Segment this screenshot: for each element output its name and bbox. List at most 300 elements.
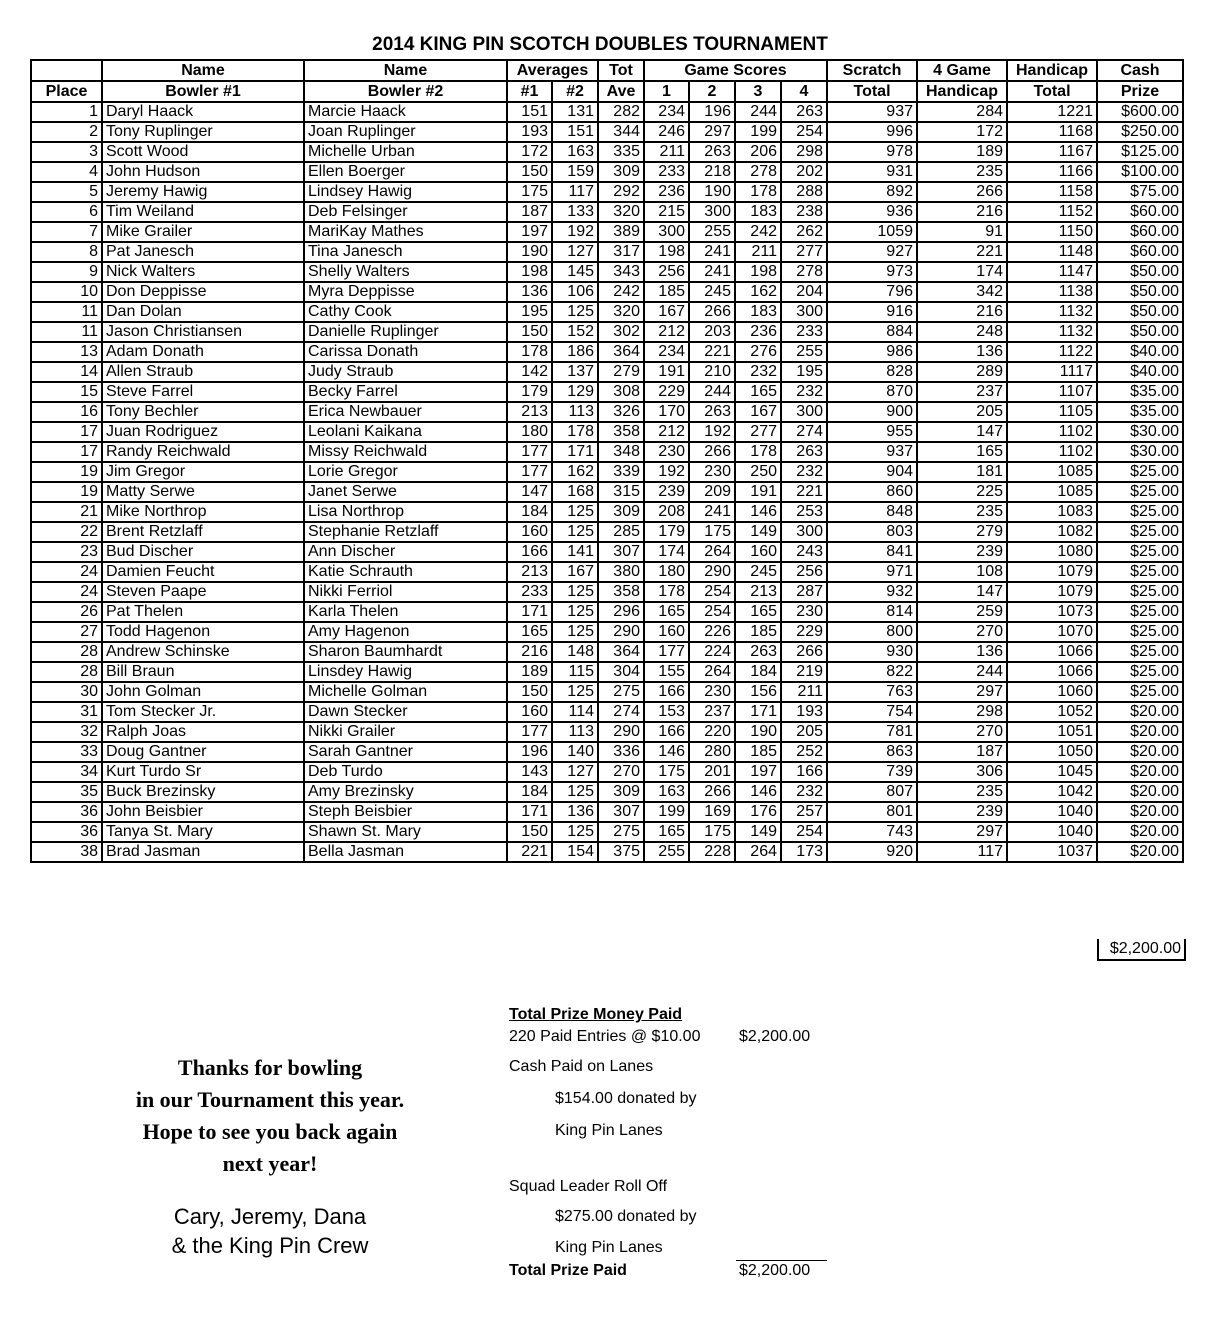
table-cell: Todd Hagenon bbox=[102, 622, 304, 642]
table-cell: 199 bbox=[644, 802, 689, 822]
table-cell: 259 bbox=[917, 602, 1007, 622]
table-cell: Ann Discher bbox=[304, 542, 507, 562]
table-cell: 181 bbox=[917, 462, 1007, 482]
table-cell: $60.00 bbox=[1097, 242, 1183, 262]
table-cell: 165 bbox=[507, 622, 552, 642]
table-cell: 191 bbox=[735, 482, 781, 502]
table-cell: 167 bbox=[552, 562, 598, 582]
table-cell: 162 bbox=[552, 462, 598, 482]
table-cell: $600.00 bbox=[1097, 102, 1183, 122]
table-row bbox=[31, 422, 1183, 442]
table-cell: 279 bbox=[917, 522, 1007, 542]
table-cell: Nikki Grailer bbox=[304, 722, 507, 742]
table-cell: 263 bbox=[781, 442, 827, 462]
table-cell: 263 bbox=[689, 402, 735, 422]
table-cell: 170 bbox=[644, 402, 689, 422]
table-cell: 233 bbox=[644, 162, 689, 182]
table-cell: Michelle Golman bbox=[304, 682, 507, 702]
table-cell: 250 bbox=[735, 462, 781, 482]
header-cell: Name bbox=[304, 60, 507, 81]
table-cell: 166 bbox=[507, 542, 552, 562]
header-cell: Bowler #1 bbox=[102, 81, 304, 102]
table-cell: 298 bbox=[917, 702, 1007, 722]
table-cell: 1079 bbox=[1007, 562, 1097, 582]
table-cell: 127 bbox=[552, 762, 598, 782]
table-cell: 198 bbox=[507, 262, 552, 282]
table-cell: 195 bbox=[781, 362, 827, 382]
header-row-2 bbox=[31, 81, 1183, 102]
table-cell: Scott Wood bbox=[102, 142, 304, 162]
table-cell: 10 bbox=[31, 282, 102, 302]
table-cell: 3 bbox=[31, 142, 102, 162]
table-cell: 160 bbox=[507, 522, 552, 542]
table-cell: 320 bbox=[598, 202, 644, 222]
table-cell: 241 bbox=[689, 262, 735, 282]
table-cell: 262 bbox=[781, 222, 827, 242]
table-row bbox=[31, 362, 1183, 382]
table-cell: 335 bbox=[598, 142, 644, 162]
results-table bbox=[30, 59, 1184, 863]
table-cell: 1105 bbox=[1007, 402, 1097, 422]
table-cell: $25.00 bbox=[1097, 682, 1183, 702]
table-cell: MariKay Mathes bbox=[304, 222, 507, 242]
table-cell: 1045 bbox=[1007, 762, 1097, 782]
table-cell: $60.00 bbox=[1097, 222, 1183, 242]
table-cell: 174 bbox=[644, 542, 689, 562]
table-cell: 763 bbox=[827, 682, 917, 702]
table-cell: 179 bbox=[644, 522, 689, 542]
thanks-line: Thanks for bowling bbox=[177, 1055, 363, 1080]
table-cell: 19 bbox=[31, 482, 102, 502]
table-cell: 141 bbox=[552, 542, 598, 562]
table-cell: 225 bbox=[917, 482, 1007, 502]
table-cell: 129 bbox=[552, 382, 598, 402]
table-cell: 4 bbox=[31, 162, 102, 182]
table-cell: 163 bbox=[644, 782, 689, 802]
table-cell: 1 bbox=[31, 102, 102, 122]
table-cell: 739 bbox=[827, 762, 917, 782]
table-cell: 26 bbox=[31, 602, 102, 622]
table-cell: 189 bbox=[507, 662, 552, 682]
table-cell: Shawn St. Mary bbox=[304, 822, 507, 842]
table-cell: 239 bbox=[644, 482, 689, 502]
table-cell: 244 bbox=[689, 382, 735, 402]
table-cell: 108 bbox=[917, 562, 1007, 582]
table-cell: 230 bbox=[644, 442, 689, 462]
table-cell: 1066 bbox=[1007, 662, 1097, 682]
table-cell: Judy Straub bbox=[304, 362, 507, 382]
table-cell: 297 bbox=[689, 122, 735, 142]
table-cell: Mike Grailer bbox=[102, 222, 304, 242]
table-cell: 177 bbox=[507, 462, 552, 482]
header-cell: Averages bbox=[507, 60, 598, 81]
table-cell: 206 bbox=[735, 142, 781, 162]
table-cell: Pat Thelen bbox=[102, 602, 304, 622]
header-cell: Handicap bbox=[1007, 60, 1097, 81]
table-cell: 971 bbox=[827, 562, 917, 582]
table-cell: 266 bbox=[689, 782, 735, 802]
table-cell: 1085 bbox=[1007, 462, 1097, 482]
table-cell: 1040 bbox=[1007, 802, 1097, 822]
table-row bbox=[31, 242, 1183, 262]
table-cell: 1073 bbox=[1007, 602, 1097, 622]
table-cell: 173 bbox=[781, 842, 827, 862]
table-cell: $100.00 bbox=[1097, 162, 1183, 182]
table-cell: 211 bbox=[781, 682, 827, 702]
table-cell: 221 bbox=[507, 842, 552, 862]
table-cell: 1150 bbox=[1007, 222, 1097, 242]
table-cell: 91 bbox=[917, 222, 1007, 242]
table-cell: 150 bbox=[507, 822, 552, 842]
table-cell: 285 bbox=[598, 522, 644, 542]
table-cell: 211 bbox=[735, 242, 781, 262]
table-cell: 146 bbox=[644, 742, 689, 762]
table-cell: 153 bbox=[644, 702, 689, 722]
table-cell: 230 bbox=[689, 682, 735, 702]
table-cell: 275 bbox=[598, 682, 644, 702]
table-cell: 5 bbox=[31, 182, 102, 202]
thanks-line: in our Tournament this year. bbox=[135, 1087, 405, 1112]
table-cell: 264 bbox=[735, 842, 781, 862]
table-row bbox=[31, 222, 1183, 242]
grand-total-prize: $2,200.00 bbox=[1097, 939, 1186, 961]
table-cell: $30.00 bbox=[1097, 422, 1183, 442]
table-cell: $25.00 bbox=[1097, 562, 1183, 582]
crew-line: & the King Pin Crew bbox=[171, 1233, 369, 1258]
header-cell: 1 bbox=[644, 81, 689, 102]
table-cell: 166 bbox=[644, 682, 689, 702]
table-cell: Becky Farrel bbox=[304, 382, 507, 402]
table-cell: 209 bbox=[689, 482, 735, 502]
table-cell: 801 bbox=[827, 802, 917, 822]
table-cell: 342 bbox=[917, 282, 1007, 302]
table-cell: $20.00 bbox=[1097, 842, 1183, 862]
table-cell: 125 bbox=[552, 502, 598, 522]
table-cell: 279 bbox=[598, 362, 644, 382]
table-cell: 13 bbox=[31, 342, 102, 362]
table-cell: Tony Bechler bbox=[102, 402, 304, 422]
table-row bbox=[31, 122, 1183, 142]
table-cell: Jeremy Hawig bbox=[102, 182, 304, 202]
table-cell: 216 bbox=[917, 302, 1007, 322]
table-cell: 263 bbox=[781, 102, 827, 122]
table-cell: Pat Janesch bbox=[102, 242, 304, 262]
table-cell: 986 bbox=[827, 342, 917, 362]
table-cell: 17 bbox=[31, 442, 102, 462]
table-cell: 282 bbox=[598, 102, 644, 122]
table-cell: 137 bbox=[552, 362, 598, 382]
table-cell: 150 bbox=[507, 322, 552, 342]
table-cell: 254 bbox=[689, 602, 735, 622]
table-cell: Daryl Haack bbox=[102, 102, 304, 122]
table-cell: 160 bbox=[507, 702, 552, 722]
thanks-line: next year! bbox=[222, 1151, 318, 1176]
table-cell: 358 bbox=[598, 422, 644, 442]
table-cell: 213 bbox=[507, 402, 552, 422]
table-cell: 172 bbox=[917, 122, 1007, 142]
table-cell: 263 bbox=[689, 142, 735, 162]
header-cell: 4 bbox=[781, 81, 827, 102]
table-row bbox=[31, 302, 1183, 322]
table-cell: 186 bbox=[552, 342, 598, 362]
table-cell: Matty Serwe bbox=[102, 482, 304, 502]
table-row bbox=[31, 402, 1183, 422]
table-cell: 151 bbox=[552, 122, 598, 142]
table-cell: 221 bbox=[917, 242, 1007, 262]
table-cell: 23 bbox=[31, 542, 102, 562]
table-cell: 302 bbox=[598, 322, 644, 342]
table-cell: $40.00 bbox=[1097, 362, 1183, 382]
table-cell: 884 bbox=[827, 322, 917, 342]
table-cell: $25.00 bbox=[1097, 502, 1183, 522]
table-cell: 278 bbox=[735, 162, 781, 182]
table-cell: 1148 bbox=[1007, 242, 1097, 262]
table-cell: 193 bbox=[507, 122, 552, 142]
table-cell: Kurt Turdo Sr bbox=[102, 762, 304, 782]
table-cell: 1147 bbox=[1007, 262, 1097, 282]
table-cell: Sharon Baumhardt bbox=[304, 642, 507, 662]
table-row bbox=[31, 522, 1183, 542]
table-cell: 149 bbox=[735, 822, 781, 842]
table-cell: 196 bbox=[689, 102, 735, 122]
table-cell: 248 bbox=[917, 322, 1007, 342]
table-cell: Tom Stecker Jr. bbox=[102, 702, 304, 722]
table-cell: 242 bbox=[735, 222, 781, 242]
table-cell: 238 bbox=[781, 202, 827, 222]
table-cell: 208 bbox=[644, 502, 689, 522]
table-cell: Sarah Gantner bbox=[304, 742, 507, 762]
table-cell: 2 bbox=[31, 122, 102, 142]
table-cell: 114 bbox=[552, 702, 598, 722]
table-cell: 150 bbox=[507, 162, 552, 182]
table-cell: 1122 bbox=[1007, 342, 1097, 362]
table-cell: 213 bbox=[507, 562, 552, 582]
table-cell: 184 bbox=[507, 782, 552, 802]
table-cell: 113 bbox=[552, 722, 598, 742]
table-cell: 155 bbox=[644, 662, 689, 682]
table-cell: 36 bbox=[31, 822, 102, 842]
table-cell: 309 bbox=[598, 162, 644, 182]
table-cell: 180 bbox=[644, 562, 689, 582]
table-cell: 190 bbox=[507, 242, 552, 262]
table-cell: 113 bbox=[552, 402, 598, 422]
table-cell: 348 bbox=[598, 442, 644, 462]
table-cell: 235 bbox=[917, 502, 1007, 522]
table-cell: Jim Gregor bbox=[102, 462, 304, 482]
table-cell: 171 bbox=[552, 442, 598, 462]
table-cell: 309 bbox=[598, 502, 644, 522]
table-cell: 220 bbox=[689, 722, 735, 742]
table-cell: 848 bbox=[827, 502, 917, 522]
table-cell: 145 bbox=[552, 262, 598, 282]
total-rule bbox=[736, 1260, 827, 1261]
table-cell: $20.00 bbox=[1097, 822, 1183, 842]
table-cell: Randy Reichwald bbox=[102, 442, 304, 462]
table-cell: 152 bbox=[552, 322, 598, 342]
table-cell: 175 bbox=[689, 822, 735, 842]
table-cell: 1040 bbox=[1007, 822, 1097, 842]
table-cell: Nick Walters bbox=[102, 262, 304, 282]
table-cell: 140 bbox=[552, 742, 598, 762]
table-cell: 287 bbox=[781, 582, 827, 602]
table-cell: 232 bbox=[781, 782, 827, 802]
table-cell: 254 bbox=[781, 822, 827, 842]
table-cell: 159 bbox=[552, 162, 598, 182]
table-cell: 241 bbox=[689, 502, 735, 522]
table-cell: 264 bbox=[689, 662, 735, 682]
table-cell: 169 bbox=[689, 802, 735, 822]
header-cell: Prize bbox=[1097, 81, 1183, 102]
table-cell: 24 bbox=[31, 582, 102, 602]
table-cell: 185 bbox=[735, 742, 781, 762]
table-cell: Bill Braun bbox=[102, 662, 304, 682]
table-cell: Lorie Gregor bbox=[304, 462, 507, 482]
table-cell: 117 bbox=[917, 842, 1007, 862]
table-cell: 178 bbox=[507, 342, 552, 362]
table-row bbox=[31, 662, 1183, 682]
total-label: Total Prize Paid bbox=[509, 1262, 627, 1279]
table-cell: 204 bbox=[781, 282, 827, 302]
table-cell: 226 bbox=[689, 622, 735, 642]
table-cell: 27 bbox=[31, 622, 102, 642]
table-row bbox=[31, 282, 1183, 302]
header-cell: Handicap bbox=[917, 81, 1007, 102]
table-cell: 237 bbox=[917, 382, 1007, 402]
table-row bbox=[31, 542, 1183, 562]
table-cell: 937 bbox=[827, 442, 917, 462]
table-cell: 256 bbox=[644, 262, 689, 282]
table-cell: 232 bbox=[735, 362, 781, 382]
table-cell: 781 bbox=[827, 722, 917, 742]
table-cell: 255 bbox=[781, 342, 827, 362]
table-cell: 125 bbox=[552, 782, 598, 802]
table-cell: 317 bbox=[598, 242, 644, 262]
table-cell: 178 bbox=[644, 582, 689, 602]
table-cell: 221 bbox=[781, 482, 827, 502]
table-cell: 931 bbox=[827, 162, 917, 182]
table-cell: 256 bbox=[781, 562, 827, 582]
table-cell: $35.00 bbox=[1097, 402, 1183, 422]
table-row bbox=[31, 482, 1183, 502]
table-cell: 178 bbox=[735, 442, 781, 462]
table-cell: 1070 bbox=[1007, 622, 1097, 642]
table-cell: 32 bbox=[31, 722, 102, 742]
table-cell: $25.00 bbox=[1097, 602, 1183, 622]
table-cell: 125 bbox=[552, 522, 598, 542]
table-cell: 389 bbox=[598, 222, 644, 242]
table-cell: Tim Weiland bbox=[102, 202, 304, 222]
table-cell: Steven Paape bbox=[102, 582, 304, 602]
table-cell: 125 bbox=[552, 582, 598, 602]
table-cell: 117 bbox=[552, 182, 598, 202]
table-cell: 754 bbox=[827, 702, 917, 722]
table-cell: 270 bbox=[917, 622, 1007, 642]
table-cell: 171 bbox=[507, 602, 552, 622]
table-cell: 300 bbox=[781, 402, 827, 422]
table-cell: Karla Thelen bbox=[304, 602, 507, 622]
table-cell: John Golman bbox=[102, 682, 304, 702]
table-cell: $20.00 bbox=[1097, 742, 1183, 762]
table-cell: $25.00 bbox=[1097, 522, 1183, 542]
table-cell: 229 bbox=[644, 382, 689, 402]
table-cell: Juan Rodriguez bbox=[102, 422, 304, 442]
total-amount: $2,200.00 bbox=[739, 1262, 811, 1279]
table-cell: 30 bbox=[31, 682, 102, 702]
table-cell: 168 bbox=[552, 482, 598, 502]
table-cell: 364 bbox=[598, 642, 644, 662]
table-cell: 814 bbox=[827, 602, 917, 622]
table-cell: 143 bbox=[507, 762, 552, 782]
thanks-line: Hope to see you back again bbox=[142, 1119, 398, 1144]
header-cell: Scratch bbox=[827, 60, 917, 81]
table-cell: 996 bbox=[827, 122, 917, 142]
table-cell: 219 bbox=[781, 662, 827, 682]
entries-amount: $2,200.00 bbox=[739, 1028, 811, 1045]
table-cell: 927 bbox=[827, 242, 917, 262]
table-row bbox=[31, 562, 1183, 582]
table-cell: $75.00 bbox=[1097, 182, 1183, 202]
table-cell: Myra Deppisse bbox=[304, 282, 507, 302]
table-cell: Bud Discher bbox=[102, 542, 304, 562]
table-cell: 803 bbox=[827, 522, 917, 542]
table-cell: 212 bbox=[644, 322, 689, 342]
table-cell: 297 bbox=[917, 822, 1007, 842]
table-cell: 254 bbox=[689, 582, 735, 602]
table-cell: 266 bbox=[781, 642, 827, 662]
table-cell: 205 bbox=[917, 402, 1007, 422]
table-cell: $20.00 bbox=[1097, 762, 1183, 782]
table-cell: Linsdey Hawig bbox=[304, 662, 507, 682]
table-cell: Stephanie Retzlaff bbox=[304, 522, 507, 542]
table-cell: 280 bbox=[689, 742, 735, 762]
table-cell: 197 bbox=[507, 222, 552, 242]
table-cell: 375 bbox=[598, 842, 644, 862]
table-cell: 274 bbox=[598, 702, 644, 722]
table-cell: 216 bbox=[507, 642, 552, 662]
table-cell: 245 bbox=[689, 282, 735, 302]
table-cell: 196 bbox=[507, 742, 552, 762]
table-cell: 252 bbox=[781, 742, 827, 762]
table-cell: 106 bbox=[552, 282, 598, 302]
header-cell: 3 bbox=[735, 81, 781, 102]
table-cell: Dan Dolan bbox=[102, 302, 304, 322]
table-cell: 175 bbox=[644, 762, 689, 782]
table-cell: 236 bbox=[644, 182, 689, 202]
table-cell: 160 bbox=[735, 542, 781, 562]
table-cell: 166 bbox=[644, 722, 689, 742]
table-cell: 841 bbox=[827, 542, 917, 562]
table-row bbox=[31, 602, 1183, 622]
table-cell: Leolani Kaikana bbox=[304, 422, 507, 442]
table-row bbox=[31, 642, 1183, 662]
table-cell: 320 bbox=[598, 302, 644, 322]
table-cell: 197 bbox=[735, 762, 781, 782]
table-cell: 232 bbox=[781, 462, 827, 482]
table-cell: 343 bbox=[598, 262, 644, 282]
table-cell: 243 bbox=[781, 542, 827, 562]
thanks-message bbox=[70, 1052, 470, 1180]
table-cell: Allen Straub bbox=[102, 362, 304, 382]
table-cell: 297 bbox=[917, 682, 1007, 702]
table-cell: Nikki Ferriol bbox=[304, 582, 507, 602]
table-cell: 743 bbox=[827, 822, 917, 842]
table-cell: 230 bbox=[781, 602, 827, 622]
table-cell: 930 bbox=[827, 642, 917, 662]
table-cell: Tony Ruplinger bbox=[102, 122, 304, 142]
table-cell: 920 bbox=[827, 842, 917, 862]
table-cell: 165 bbox=[644, 822, 689, 842]
table-cell: 306 bbox=[917, 762, 1007, 782]
